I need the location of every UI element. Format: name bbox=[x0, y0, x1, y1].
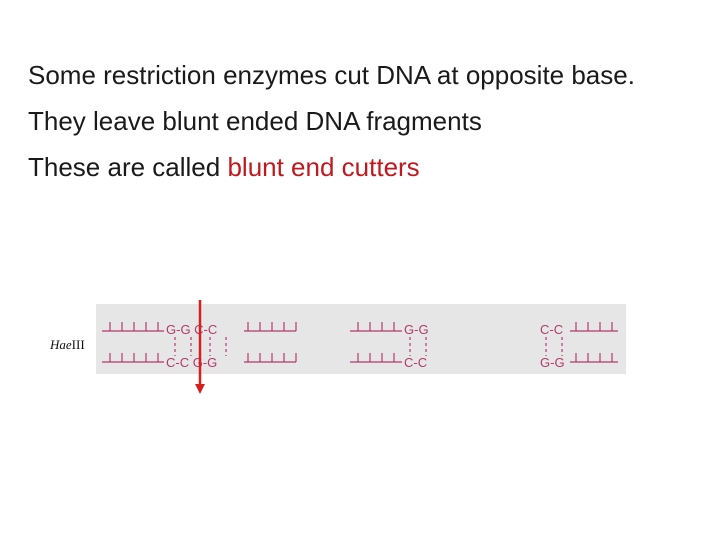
slide-text bbox=[28, 52, 635, 190]
right-fragment-backbone bbox=[570, 331, 618, 362]
cut-arrow-icon bbox=[195, 300, 205, 394]
right-fragment-top-sequence: C-C bbox=[540, 322, 564, 337]
uncut-bottom-sequence: C-C G-G bbox=[166, 355, 218, 370]
dna-cut-diagram bbox=[96, 304, 626, 374]
text-line-3 bbox=[28, 144, 635, 190]
dna-diagram-svg bbox=[96, 304, 626, 384]
right-fragment-ticks bbox=[576, 322, 612, 362]
text-line-3-prefix: These are called bbox=[28, 152, 228, 182]
left-fragment-top-sequence: G-G bbox=[404, 322, 429, 337]
blunt-end-cutters-highlight: blunt end cutters bbox=[227, 152, 420, 182]
uncut-top-sequence: G-G C-C bbox=[166, 322, 218, 337]
enzyme-name-numeral: III bbox=[71, 337, 85, 352]
right-fragment-bottom-sequence: G-G bbox=[540, 355, 565, 370]
enzyme-name-italic: Hae bbox=[50, 337, 72, 352]
text-line-2: They leave blunt ended DNA fragments bbox=[28, 106, 482, 136]
text-line-1: Some restriction enzymes cut DNA at opposite base. bbox=[28, 60, 635, 90]
right-fragment-base-pairs bbox=[546, 337, 562, 356]
left-fragment-base-pairs bbox=[410, 337, 426, 356]
left-fragment-bottom-sequence: C-C bbox=[404, 355, 428, 370]
left-fragment-ticks bbox=[358, 322, 394, 362]
enzyme-label bbox=[50, 337, 85, 353]
